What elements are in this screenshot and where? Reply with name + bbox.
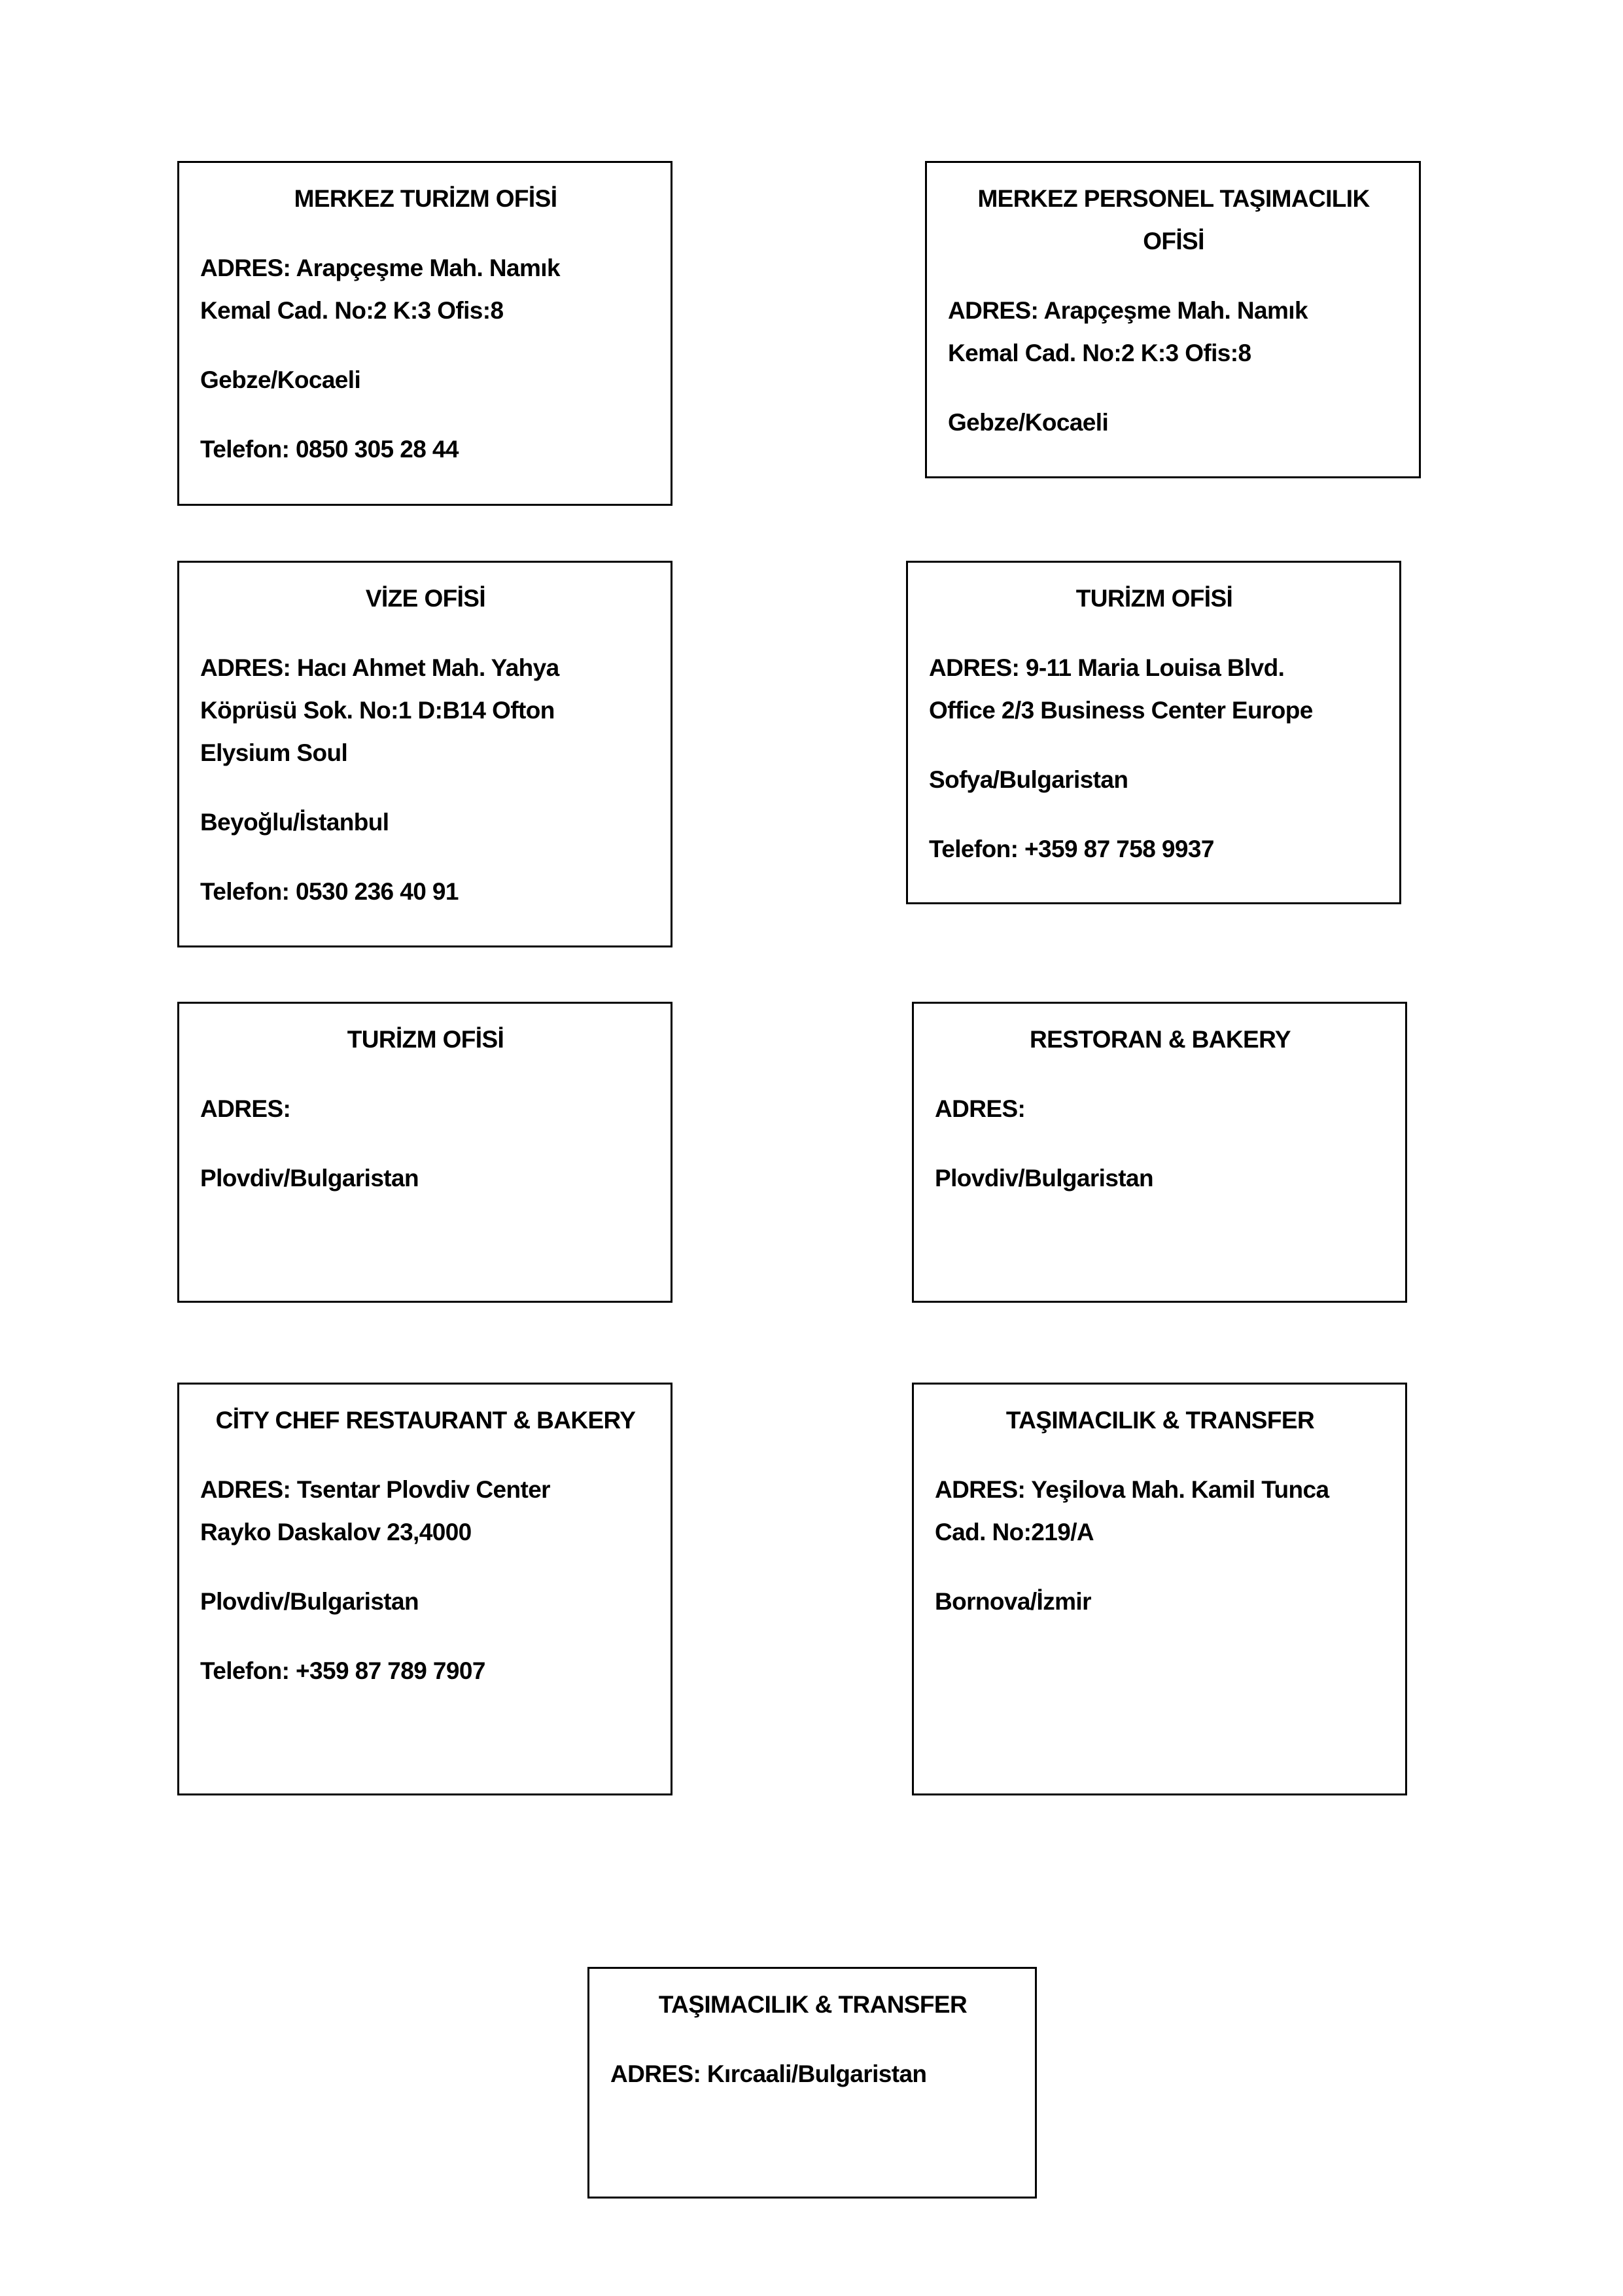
office-title-line: TAŞIMACILIK & TRANSFER [658,1991,968,2018]
office-text-line: Cad. No:219/A [935,1519,1094,1545]
office-text-line: ADRES: Hacı Ahmet Mah. Yahya [200,654,559,681]
office-text-line: ADRES: Kırcaali/Bulgaristan [610,2060,927,2087]
office-paragraph [935,1468,1386,1553]
office-title-line: TURİZM OFİSİ [347,1026,504,1053]
office-paragraph [200,428,651,470]
office-paragraph [200,1087,651,1130]
office-text-line: Sofya/Bulgaristan [929,766,1128,793]
office-text-line: Köprüsü Sok. No:1 D:B14 Ofton [200,697,555,724]
office-card-turizm-ofisi-sofya [906,561,1401,904]
office-text-line: Kemal Cad. No:2 K:3 Ofis:8 [948,340,1251,366]
office-paragraph [200,247,651,332]
office-text-line: Gebze/Kocaeli [948,409,1109,436]
office-paragraph [948,401,1399,444]
office-paragraph [935,1087,1386,1130]
office-paragraph [200,1580,651,1623]
office-title [200,1399,651,1441]
office-text-line: Plovdiv/Bulgaristan [200,1165,419,1192]
office-paragraph [200,359,651,401]
office-text-line: ADRES: Arapçeşme Mah. Namık [200,255,560,281]
office-title [200,177,651,220]
office-card-vize-ofisi [177,561,672,947]
office-card-merkez-turizm-ofisi [177,161,672,506]
office-title-line: VİZE OFİSİ [365,585,486,612]
office-title [929,577,1380,620]
office-title [935,1018,1386,1061]
office-title [948,177,1399,262]
office-text-line: Plovdiv/Bulgaristan [935,1165,1154,1192]
office-title [200,577,651,620]
office-text-line: Rayko Daskalov 23,4000 [200,1519,472,1545]
office-paragraph [200,801,651,843]
office-text-line: Gebze/Kocaeli [200,366,361,393]
office-text-line: Telefon: +359 87 758 9937 [929,836,1214,862]
office-title-line: CİTY CHEF RESTAURANT & BAKERY [215,1407,636,1434]
office-title-line: MERKEZ PERSONEL TAŞIMACILIK [977,185,1370,212]
office-title-line: RESTORAN & BAKERY [1030,1026,1291,1053]
office-paragraph [929,646,1380,732]
office-card-tasimacilik-transfer-izmir [912,1383,1407,1795]
office-paragraph [948,289,1399,374]
office-title-line: OFİSİ [1143,228,1204,255]
office-paragraph [200,870,651,913]
office-paragraph [929,758,1380,801]
office-text-line: Office 2/3 Business Center Europe [929,697,1313,724]
office-paragraph [200,1468,651,1553]
office-card-merkez-personel-tasimacilik-ofisi [925,161,1421,478]
office-paragraph [200,646,651,774]
office-text-line: ADRES: 9-11 Maria Louisa Blvd. [929,654,1285,681]
office-paragraph [929,828,1380,870]
office-text-line: Beyoğlu/İstanbul [200,809,389,836]
office-title [610,1983,1015,2026]
office-text-line: ADRES: Arapçeşme Mah. Namık [948,297,1308,324]
office-text-line: ADRES: Tsentar Plovdiv Center [200,1476,550,1503]
office-title-line: TAŞIMACILIK & TRANSFER [1005,1407,1315,1434]
office-paragraph [200,1650,651,1692]
office-text-line: Plovdiv/Bulgaristan [200,1588,419,1615]
office-title [200,1018,651,1061]
office-paragraph [935,1580,1386,1623]
office-text-line: Kemal Cad. No:2 K:3 Ofis:8 [200,297,504,324]
office-title-line: MERKEZ TURİZM OFİSİ [294,185,557,212]
office-card-restoran-bakery [912,1002,1407,1303]
office-text-line: ADRES: [200,1095,291,1122]
office-text-line: ADRES: [935,1095,1026,1122]
office-paragraph [935,1157,1386,1199]
office-card-turizm-ofisi-plovdiv [177,1002,672,1303]
office-text-line: Telefon: 0530 236 40 91 [200,878,459,905]
office-card-tasimacilik-transfer-kircaali [587,1967,1037,2199]
office-paragraph [200,1157,651,1199]
office-text-line: Telefon: +359 87 789 7907 [200,1657,485,1684]
office-paragraph [610,2053,1015,2095]
office-text-line: Elysium Soul [200,739,348,766]
office-title-line: TURİZM OFİSİ [1075,585,1233,612]
office-card-city-chef-restaurant-bakery [177,1383,672,1795]
office-text-line: Telefon: 0850 305 28 44 [200,436,459,463]
office-text-line: Bornova/İzmir [935,1588,1091,1615]
office-title [935,1399,1386,1441]
office-text-line: ADRES: Yeşilova Mah. Kamil Tunca [935,1476,1329,1503]
